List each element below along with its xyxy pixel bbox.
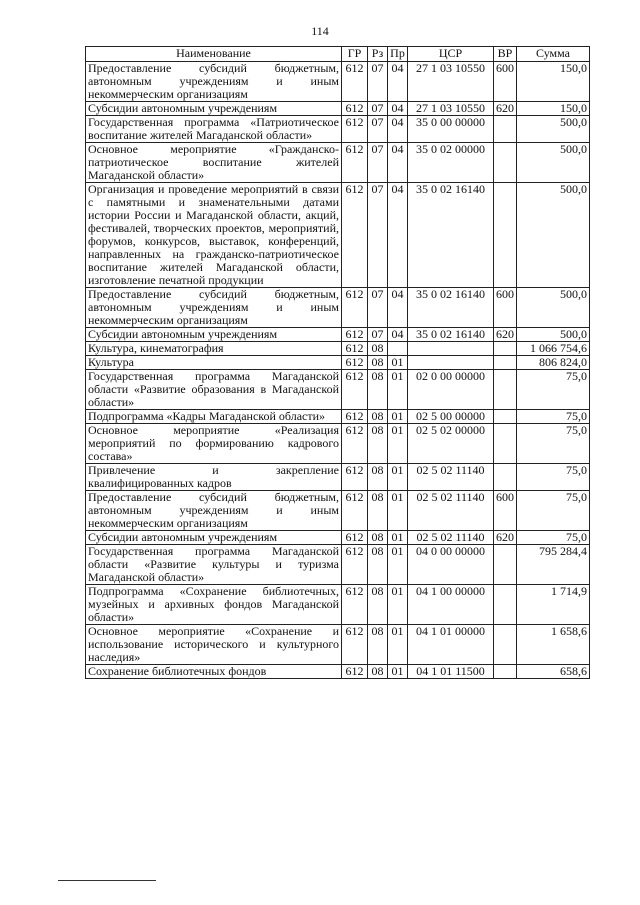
row-gr: 612: [342, 424, 368, 464]
row-sum: 1 658,6: [517, 625, 590, 665]
row-gr: 612: [342, 356, 368, 370]
row-rz: 08: [368, 370, 388, 410]
row-rz: 08: [368, 585, 388, 625]
table-row: [86, 410, 590, 424]
table-header-row: [86, 47, 590, 62]
row-name: Основное мероприятие «Гражданско-патриотическое воспитание жителей Магаданской области»: [86, 143, 342, 183]
row-vr: [494, 183, 517, 288]
row-gr: 612: [342, 464, 368, 491]
row-name: Подпрограмма «Сохранение библиотечных, музейных и архивных фондов Магаданской области»: [86, 585, 342, 625]
row-vr: [494, 424, 517, 464]
row-name: Предоставление субсидий бюджетным, автономным учреждениям и иным некоммерческим организациям: [86, 288, 342, 328]
row-gr: 612: [342, 491, 368, 531]
row-gr: 612: [342, 585, 368, 625]
row-vr: [494, 665, 517, 679]
table-row: [86, 62, 590, 102]
row-rz: 08: [368, 545, 388, 585]
row-sum: 795 284,4: [517, 545, 590, 585]
row-gr: 612: [342, 342, 368, 356]
row-name: Предоставление субсидий бюджетным, автономным учреждениям и иным некоммерческим организациям: [86, 491, 342, 531]
table-row: [86, 585, 590, 625]
row-gr: 612: [342, 410, 368, 424]
row-rz: 08: [368, 531, 388, 545]
row-gr: 612: [342, 102, 368, 116]
row-sum: 75,0: [517, 531, 590, 545]
row-rz: 08: [368, 491, 388, 531]
row-csr: 35 0 02 16140: [408, 288, 494, 328]
header-sum: Сумма: [517, 47, 590, 62]
row-pr: 01: [388, 356, 408, 370]
row-vr: 600: [494, 62, 517, 102]
row-csr: 02 5 02 11140: [408, 464, 494, 491]
row-csr: 02 5 00 00000: [408, 410, 494, 424]
row-name: Культура, кинематография: [86, 342, 342, 356]
row-pr: 01: [388, 410, 408, 424]
row-pr: [388, 342, 408, 356]
row-vr: [494, 356, 517, 370]
row-name: Привлечение и закрепление квалифицированных кадров: [86, 464, 342, 491]
row-rz: 07: [368, 288, 388, 328]
row-rz: 08: [368, 665, 388, 679]
table-row: [86, 102, 590, 116]
row-rz: 07: [368, 328, 388, 342]
row-name: Подпрограмма «Кадры Магаданской области»: [86, 410, 342, 424]
row-csr: 35 0 02 16140: [408, 183, 494, 288]
header-vr: ВР: [494, 47, 517, 62]
row-gr: 612: [342, 143, 368, 183]
row-pr: 04: [388, 288, 408, 328]
table-row: [86, 665, 590, 679]
row-csr: 04 1 00 00000: [408, 585, 494, 625]
row-pr: 01: [388, 531, 408, 545]
row-rz: 07: [368, 102, 388, 116]
row-sum: 1 066 754,6: [517, 342, 590, 356]
row-pr: 04: [388, 116, 408, 143]
footnote-rule: [58, 880, 156, 881]
row-sum: 150,0: [517, 102, 590, 116]
row-pr: 01: [388, 585, 408, 625]
row-gr: 612: [342, 665, 368, 679]
row-csr: [408, 342, 494, 356]
table-row: [86, 288, 590, 328]
row-name: Культура: [86, 356, 342, 370]
row-sum: 500,0: [517, 183, 590, 288]
row-csr: 02 5 02 00000: [408, 424, 494, 464]
row-vr: [494, 625, 517, 665]
row-vr: 600: [494, 288, 517, 328]
row-sum: 75,0: [517, 491, 590, 531]
row-pr: 01: [388, 491, 408, 531]
row-csr: 04 0 00 00000: [408, 545, 494, 585]
table-row: [86, 464, 590, 491]
page-number: 114: [311, 24, 329, 38]
row-pr: 01: [388, 464, 408, 491]
row-vr: 620: [494, 328, 517, 342]
table-row: [86, 545, 590, 585]
row-csr: 27 1 03 10550: [408, 102, 494, 116]
table-row: [86, 116, 590, 143]
row-pr: 01: [388, 424, 408, 464]
table-row: [86, 342, 590, 356]
row-rz: 07: [368, 116, 388, 143]
row-name: Субсидии автономным учреждениям: [86, 328, 342, 342]
row-vr: [494, 545, 517, 585]
row-gr: 612: [342, 288, 368, 328]
row-name: Субсидии автономным учреждениям: [86, 102, 342, 116]
row-rz: 08: [368, 424, 388, 464]
row-name: Основное мероприятие «Реализация мероприятий по формированию кадрового состава»: [86, 424, 342, 464]
table-row: [86, 625, 590, 665]
header-csr: ЦСР: [408, 47, 494, 62]
row-vr: [494, 342, 517, 356]
row-csr: 27 1 03 10550: [408, 62, 494, 102]
header-rz: Рз: [368, 47, 388, 62]
row-rz: 08: [368, 464, 388, 491]
table-row: [86, 491, 590, 531]
row-rz: 07: [368, 62, 388, 102]
row-name: Предоставление субсидий бюджетным, автономным учреждениям и иным некоммерческим организациям: [86, 62, 342, 102]
row-csr: [408, 356, 494, 370]
row-rz: 07: [368, 183, 388, 288]
row-csr: 02 5 02 11140: [408, 491, 494, 531]
row-rz: 08: [368, 625, 388, 665]
row-vr: [494, 143, 517, 183]
row-csr: 04 1 01 11500: [408, 665, 494, 679]
row-vr: [494, 116, 517, 143]
row-sum: 75,0: [517, 410, 590, 424]
row-rz: 08: [368, 356, 388, 370]
row-pr: 01: [388, 625, 408, 665]
row-csr: 02 5 02 11140: [408, 531, 494, 545]
row-csr: 04 1 01 00000: [408, 625, 494, 665]
row-rz: 08: [368, 342, 388, 356]
row-pr: 01: [388, 545, 408, 585]
row-sum: 806 824,0: [517, 356, 590, 370]
header-gr: ГР: [342, 47, 368, 62]
row-csr: 35 0 02 00000: [408, 143, 494, 183]
row-name: Субсидии автономным учреждениям: [86, 531, 342, 545]
row-vr: [494, 464, 517, 491]
row-gr: 612: [342, 62, 368, 102]
row-name: Государственная программа Магаданской области «Развитие культуры и туризма Магаданской области»: [86, 545, 342, 585]
row-csr: 35 0 02 16140: [408, 328, 494, 342]
row-csr: 35 0 00 00000: [408, 116, 494, 143]
row-sum: 150,0: [517, 62, 590, 102]
row-csr: 02 0 00 00000: [408, 370, 494, 410]
row-sum: 75,0: [517, 424, 590, 464]
row-sum: 1 714,9: [517, 585, 590, 625]
row-vr: 600: [494, 491, 517, 531]
row-sum: 500,0: [517, 328, 590, 342]
table-row: [86, 183, 590, 288]
table-row: [86, 424, 590, 464]
table-row: [86, 531, 590, 545]
row-pr: 04: [388, 102, 408, 116]
row-sum: 75,0: [517, 370, 590, 410]
row-sum: 658,6: [517, 665, 590, 679]
row-vr: [494, 410, 517, 424]
row-pr: 04: [388, 143, 408, 183]
row-gr: 612: [342, 625, 368, 665]
row-name: Основное мероприятие «Сохранение и использование исторического и культурного наследия»: [86, 625, 342, 665]
table-row: [86, 356, 590, 370]
row-name: Сохранение библиотечных фондов: [86, 665, 342, 679]
row-name: Государственная программа «Патриотическое воспитание жителей Магаданской области»: [86, 116, 342, 143]
row-sum: 500,0: [517, 116, 590, 143]
row-sum: 500,0: [517, 143, 590, 183]
row-pr: 04: [388, 62, 408, 102]
header-name: Наименование: [86, 47, 342, 62]
row-rz: 07: [368, 143, 388, 183]
row-gr: 612: [342, 370, 368, 410]
header-pr: Пр: [388, 47, 408, 62]
row-sum: 75,0: [517, 464, 590, 491]
row-pr: 01: [388, 665, 408, 679]
row-sum: 500,0: [517, 288, 590, 328]
row-gr: 612: [342, 116, 368, 143]
row-vr: 620: [494, 102, 517, 116]
row-pr: 04: [388, 328, 408, 342]
row-name: Организация и проведение мероприятий в связи с памятными и знаменательными датами истории России и Магаданской области, акций, фестивалей, творческих проектов, мероприятий, форумов, конкурсов, выставок, конференций, направленных на гражданско-патриотическое воспитание жителей Магаданской области, изготовление печатной продукции: [86, 183, 342, 288]
row-vr: 620: [494, 531, 517, 545]
row-pr: 01: [388, 370, 408, 410]
table-row: [86, 328, 590, 342]
row-vr: [494, 585, 517, 625]
row-pr: 04: [388, 183, 408, 288]
row-gr: 612: [342, 183, 368, 288]
budget-table: [85, 46, 590, 679]
row-gr: 612: [342, 531, 368, 545]
table-row: [86, 143, 590, 183]
row-rz: 08: [368, 410, 388, 424]
row-gr: 612: [342, 328, 368, 342]
row-gr: 612: [342, 545, 368, 585]
row-name: Государственная программа Магаданской области «Развитие образования в Магаданской области»: [86, 370, 342, 410]
table-row: [86, 370, 590, 410]
row-vr: [494, 370, 517, 410]
